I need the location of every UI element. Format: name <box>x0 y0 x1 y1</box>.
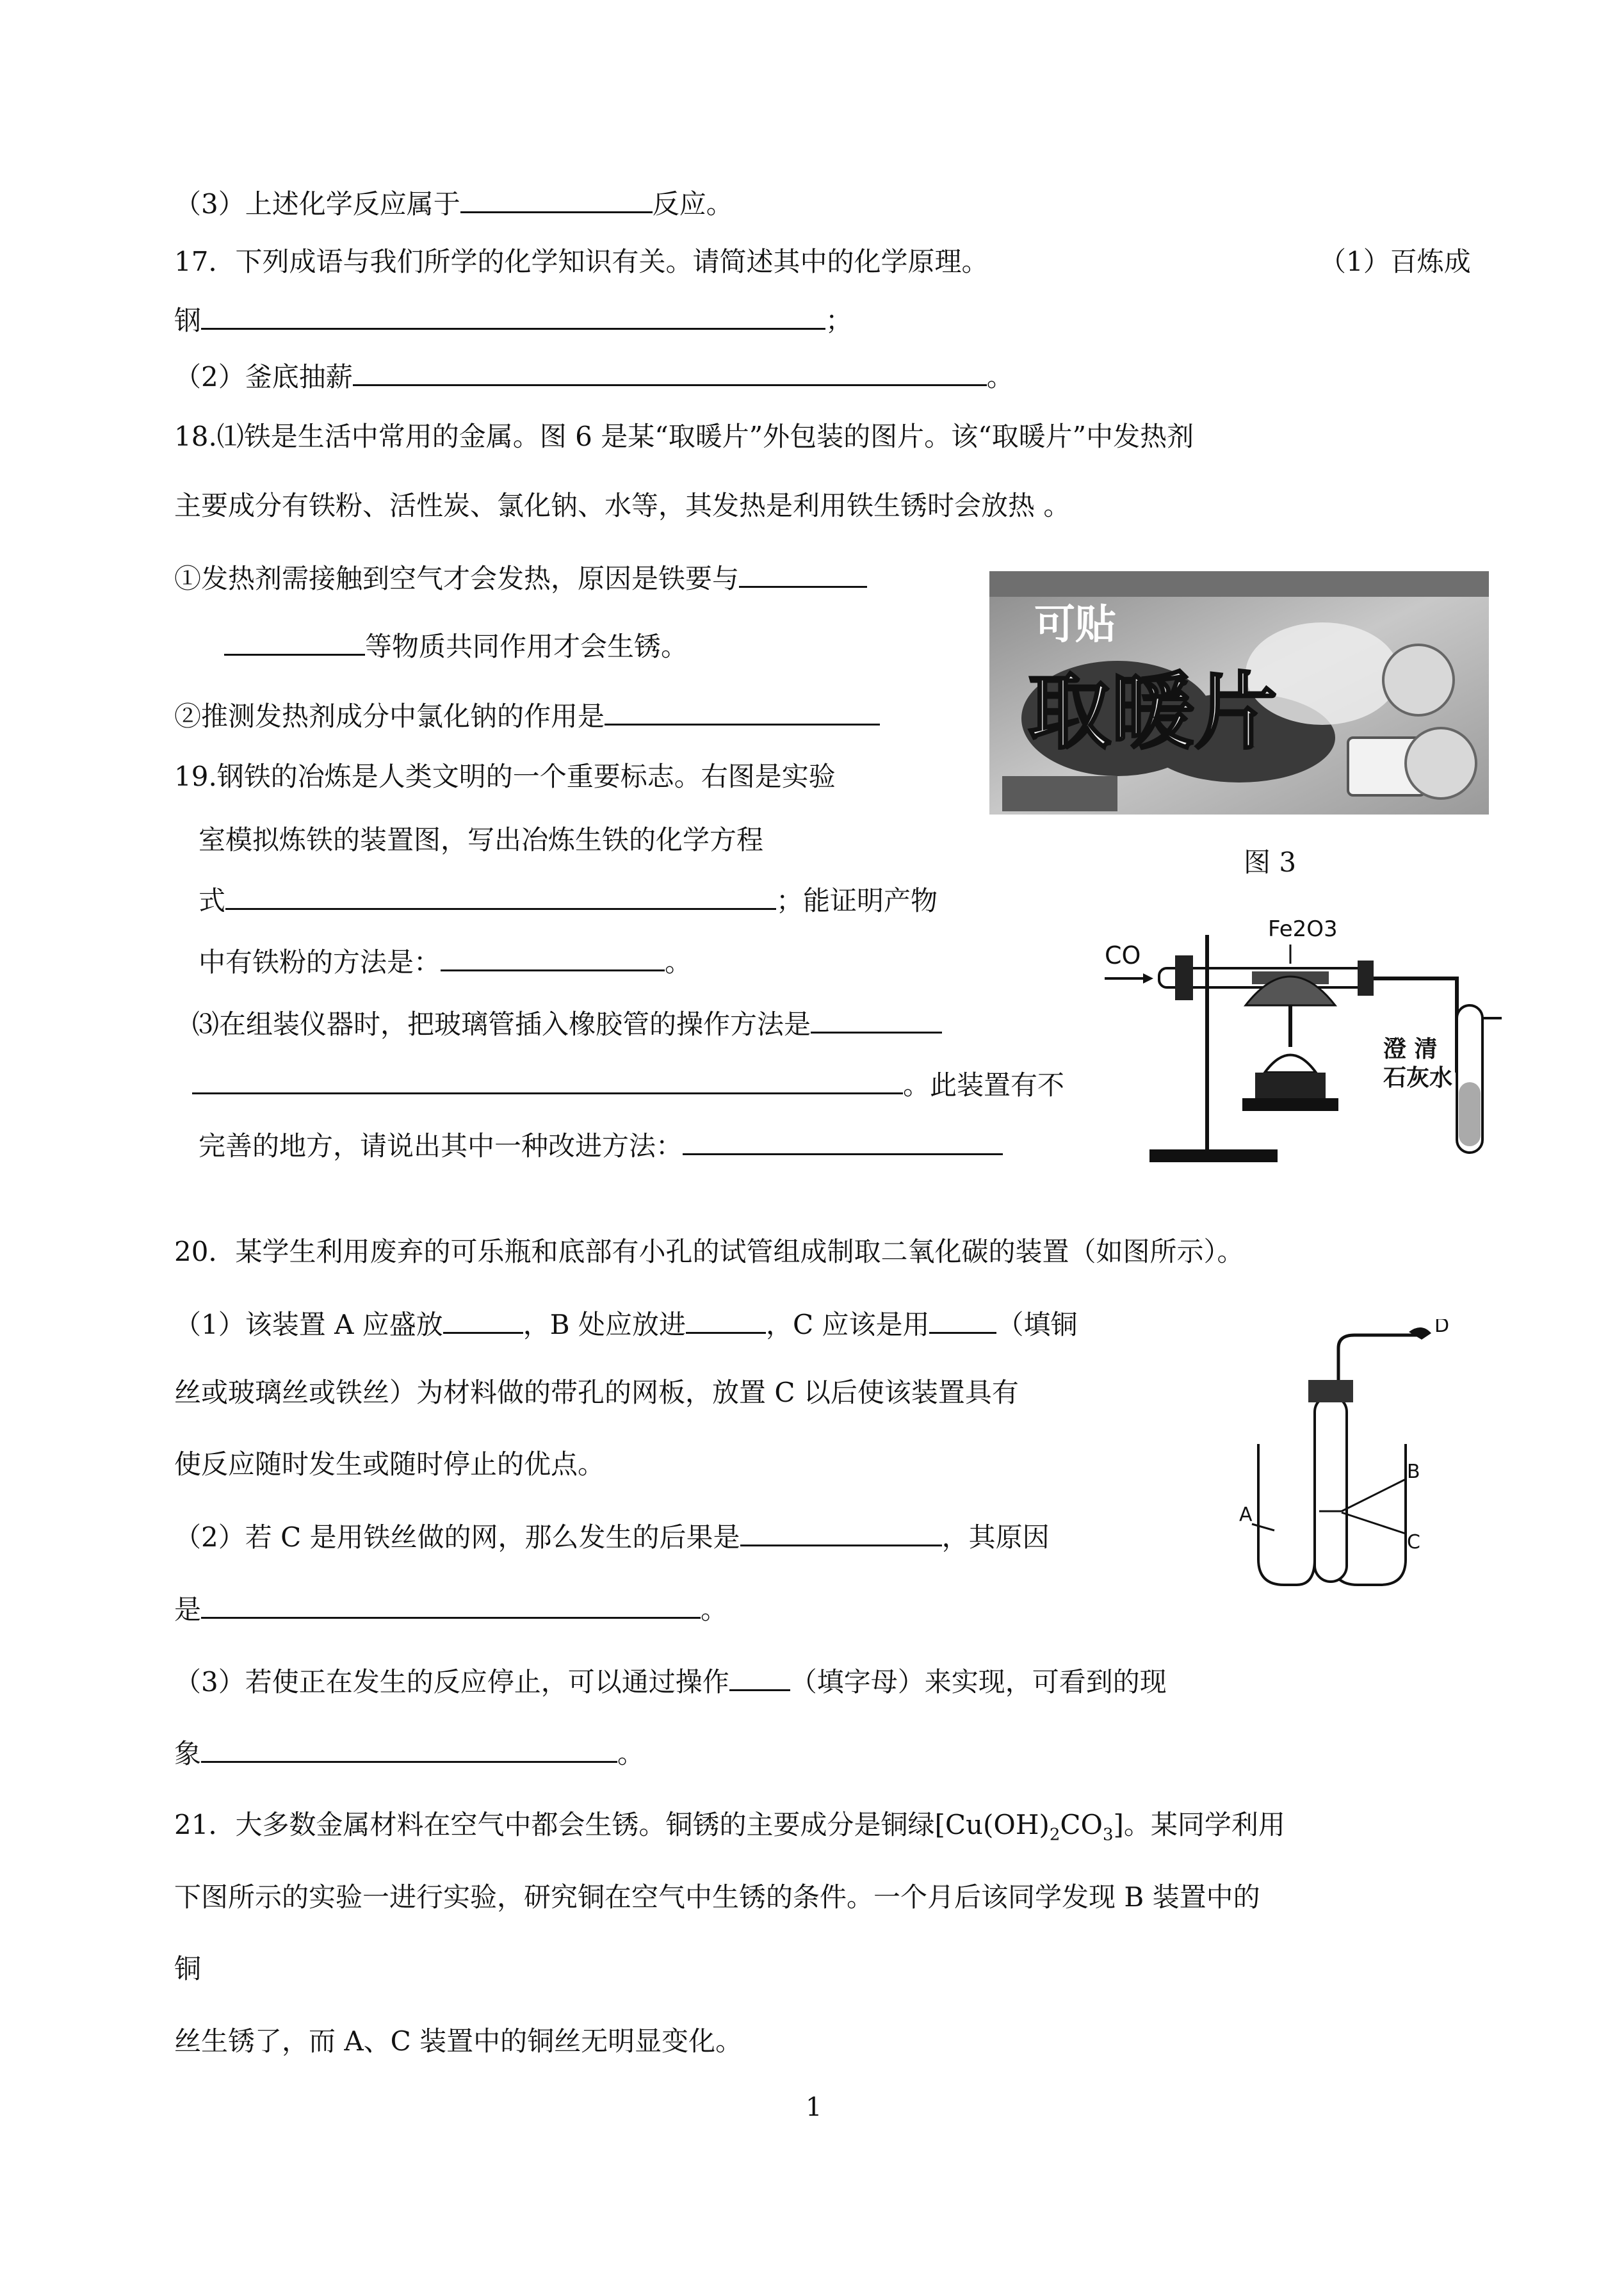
q21-formula-co: CO <box>1060 1809 1103 1840</box>
iron-stand-base <box>1149 1149 1278 1162</box>
left-stopper <box>1175 955 1193 1000</box>
label-b: B <box>1407 1461 1420 1483</box>
right-stopper <box>1358 961 1374 996</box>
q20-2-reason-suffix: 。 <box>701 1594 728 1625</box>
q21-stem-2 <box>174 1881 1260 1913</box>
q19-text-2: 室模拟炼铁的装置图，写出冶炼生铁的化学方程 <box>199 824 764 856</box>
q20-3-blank <box>729 1665 790 1691</box>
q19-iron-suffix: 。 <box>665 946 692 978</box>
label-c: C <box>1407 1531 1420 1553</box>
q21-text-2: 下图所示的实验一进行实验，研究铜在空气中生锈的条件。一个月后该同学发现 B 装置中的 <box>174 1881 1260 1913</box>
pointer-b <box>1342 1479 1406 1511</box>
q20-3-phenomenon-blank <box>201 1737 617 1763</box>
delivery-tube <box>1338 1335 1418 1380</box>
q18-stem-2 <box>174 490 1070 522</box>
q19-equation-blank <box>225 884 776 910</box>
q19-equation-prefix: 式 <box>199 885 226 916</box>
q20-1-blank-a <box>443 1308 523 1334</box>
q18-text-2: 主要成分有铁粉、活性炭、氯化钠、水等，其发热是利用铁生锈时会放热 。 <box>174 490 1071 521</box>
heat-pack-tag: 可贴 <box>1034 601 1116 649</box>
limewater-label-2: 石灰水 <box>1383 1065 1453 1091</box>
q20-text: 20．某学生利用废弃的可乐瓶和底部有小孔的试管组成制取二氧化碳的装置（如图所示）。 <box>174 1236 1244 1267</box>
pointer-c <box>1342 1512 1406 1534</box>
page-number-text: 1 <box>806 2093 822 2122</box>
q20-stem <box>174 1236 1244 1268</box>
q18-1-line-2 <box>224 629 688 663</box>
limewater-liquid <box>1459 1082 1481 1146</box>
cola-bottle <box>1258 1431 1315 1585</box>
lamp-platform <box>1242 1098 1338 1111</box>
q17-2-line <box>174 360 1014 393</box>
q18-2-text: ②推测发热剂成分中氯化钠的作用是 <box>174 701 605 732</box>
q20-3-phenomenon-suffix: 。 <box>617 1738 645 1769</box>
q21-stem-3 <box>174 1953 201 1985</box>
q21-subscript-3: 3 <box>1102 1825 1114 1845</box>
q16-3-suffix: 反应。 <box>652 188 733 220</box>
q20-2-reason-blank <box>201 1593 701 1619</box>
q18-2-blank <box>605 699 880 726</box>
q19-stem-2 <box>199 824 763 856</box>
q17-text: 17．下列成语与我们所学的化学知识有关。请简述其中的化学原理。 <box>174 246 989 277</box>
q20-1-line <box>174 1308 1078 1341</box>
q18-2-line <box>174 699 880 733</box>
co-label: CO <box>1105 941 1141 969</box>
q17-1-text: （1）百炼成 <box>1319 246 1471 277</box>
q21-text-4: 丝生锈了，而 A、C 装置中的铜丝无明显变化。 <box>174 2025 743 2057</box>
q20-1-blank-c <box>929 1308 996 1334</box>
q18-1-line <box>174 562 867 595</box>
q18-1-text: ①发热剂需接触到空气才会发热，原因是铁要与 <box>174 563 740 594</box>
label-a: A <box>1239 1504 1253 1526</box>
rubber-stopper <box>1308 1380 1353 1402</box>
smelting-apparatus <box>1098 909 1508 1178</box>
q19-3-blank-2 <box>192 1068 903 1094</box>
fe2o3-label: Fe2O3 <box>1268 916 1338 942</box>
q19-equation-line <box>199 884 938 917</box>
heat-pack-photo <box>989 571 1489 815</box>
q20-2-line-2 <box>174 1593 727 1626</box>
q17-2-blank <box>353 360 987 386</box>
q20-3-line <box>174 1665 1167 1698</box>
q19-3-blank <box>811 1007 942 1034</box>
q21-subscript-2: 2 <box>1049 1825 1060 1845</box>
q21-text-1: 21．大多数金属材料在空气中都会生锈。铜锈的主要成分是铜绿[Cu(OH) <box>174 1809 1050 1840</box>
q20-3-line-2 <box>174 1737 644 1770</box>
q19-3-cont: 。此装置有不 <box>903 1069 1065 1101</box>
q17-1-cont: 钢 <box>174 305 202 336</box>
pointer-a <box>1252 1524 1274 1530</box>
clamp-d <box>1409 1327 1431 1340</box>
q17-1-line <box>174 304 852 337</box>
q19-improve-line <box>199 1129 1003 1162</box>
figure3-caption-text: 图 3 <box>1244 847 1297 878</box>
q19-3-line <box>192 1007 942 1041</box>
q20-1-text-f: 使反应随时发生或随时停止的优点。 <box>174 1448 605 1480</box>
q17-2-suffix: 。 <box>986 361 1014 393</box>
q20-1-text-d: （填铜 <box>996 1309 1078 1340</box>
q20-2-cont: ，其原因 <box>941 1521 1050 1553</box>
q19-iron-blank <box>441 945 665 971</box>
q17-1-label <box>1319 246 1471 278</box>
q20-1-blank-b <box>686 1308 766 1334</box>
q20-2-blank <box>740 1520 942 1546</box>
q20-1-text-e: 丝或玻璃丝或铁丝）为材料做的带孔的网板，放置 C 以后使该装置具有 <box>174 1377 1019 1408</box>
q21-stem-1 <box>174 1809 1285 1851</box>
q19-text-1: 19.钢铁的冶炼是人类文明的一个重要标志。右图是实验 <box>174 761 836 792</box>
q20-1-text-c: ，C 应该是用 <box>765 1309 930 1340</box>
lamp-base <box>1255 1073 1326 1098</box>
q18-1-blank-2 <box>224 629 365 656</box>
q17-stem <box>174 246 988 278</box>
label-d: D <box>1434 1319 1450 1337</box>
q18-text-1: 18.⑴铁是生活中常用的金属。图 6 是某“取暖片”外包装的图片。该“取暖片”中发热剂 <box>174 421 1194 452</box>
figure3-caption <box>1244 847 1296 879</box>
q19-stem-1 <box>174 761 836 793</box>
q17-1-blank <box>201 304 825 330</box>
q19-3-line-2 <box>192 1068 1064 1101</box>
q18-stem-1 <box>174 421 1194 453</box>
q19-iron-text: 中有铁粉的方法是： <box>199 946 441 978</box>
test-tube <box>1315 1396 1347 1582</box>
q19-improve-blank <box>683 1129 1003 1155</box>
q20-1-text-a: （1）该装置 A 应盛放 <box>174 1309 443 1340</box>
q19-equation-suffix: ；能证明产物 <box>776 885 938 916</box>
q20-2-reason-prefix: 是 <box>174 1594 202 1625</box>
q20-3-cont: （填字母）来实现，可看到的现 <box>790 1666 1167 1698</box>
q21-text-3: 铜 <box>174 1953 202 1984</box>
q19-improve-text: 完善的地方，请说出其中一种改进方法： <box>199 1130 683 1162</box>
q17-1-suffix: ； <box>825 305 853 336</box>
co-arrow-head <box>1143 973 1153 984</box>
q16-3-blank <box>460 187 653 213</box>
q20-1-line-2 <box>174 1377 1019 1409</box>
q20-1-line-3 <box>174 1448 605 1480</box>
q19-iron-line <box>199 945 692 978</box>
q18-1-blank <box>739 562 867 588</box>
q20-2-line <box>174 1520 1050 1553</box>
q20-3-phenomenon-prefix: 象 <box>174 1738 202 1769</box>
q21-text-1-end: ]。某同学利用 <box>1113 1809 1285 1840</box>
limewater-label-1: 澄 清 <box>1383 1036 1438 1062</box>
q16-3-line <box>174 187 733 220</box>
q19-3-text: ⑶在组装仪器时，把玻璃管插入橡胶管的操作方法是 <box>192 1009 811 1040</box>
q16-3-text: （3）上述化学反应属于 <box>174 188 460 220</box>
q21-stem-4 <box>174 2025 742 2057</box>
q20-3-text: （3）若使正在发生的反应停止，可以通过操作 <box>174 1666 729 1698</box>
q20-1-text-b: ，B 处应放进 <box>523 1309 686 1340</box>
q17-2-text: （2）釜底抽薪 <box>174 361 353 393</box>
page-number <box>806 2093 822 2122</box>
heat-pack-title: 取暖片 <box>1028 663 1278 761</box>
q20-2-text: （2）若 C 是用铁丝做的网，那么发生的后果是 <box>174 1521 740 1553</box>
alcohol-lamp-body <box>1265 1055 1316 1073</box>
q18-1-cont: 等物质共同作用才会生锈。 <box>365 631 688 662</box>
co2-apparatus <box>1239 1319 1482 1601</box>
